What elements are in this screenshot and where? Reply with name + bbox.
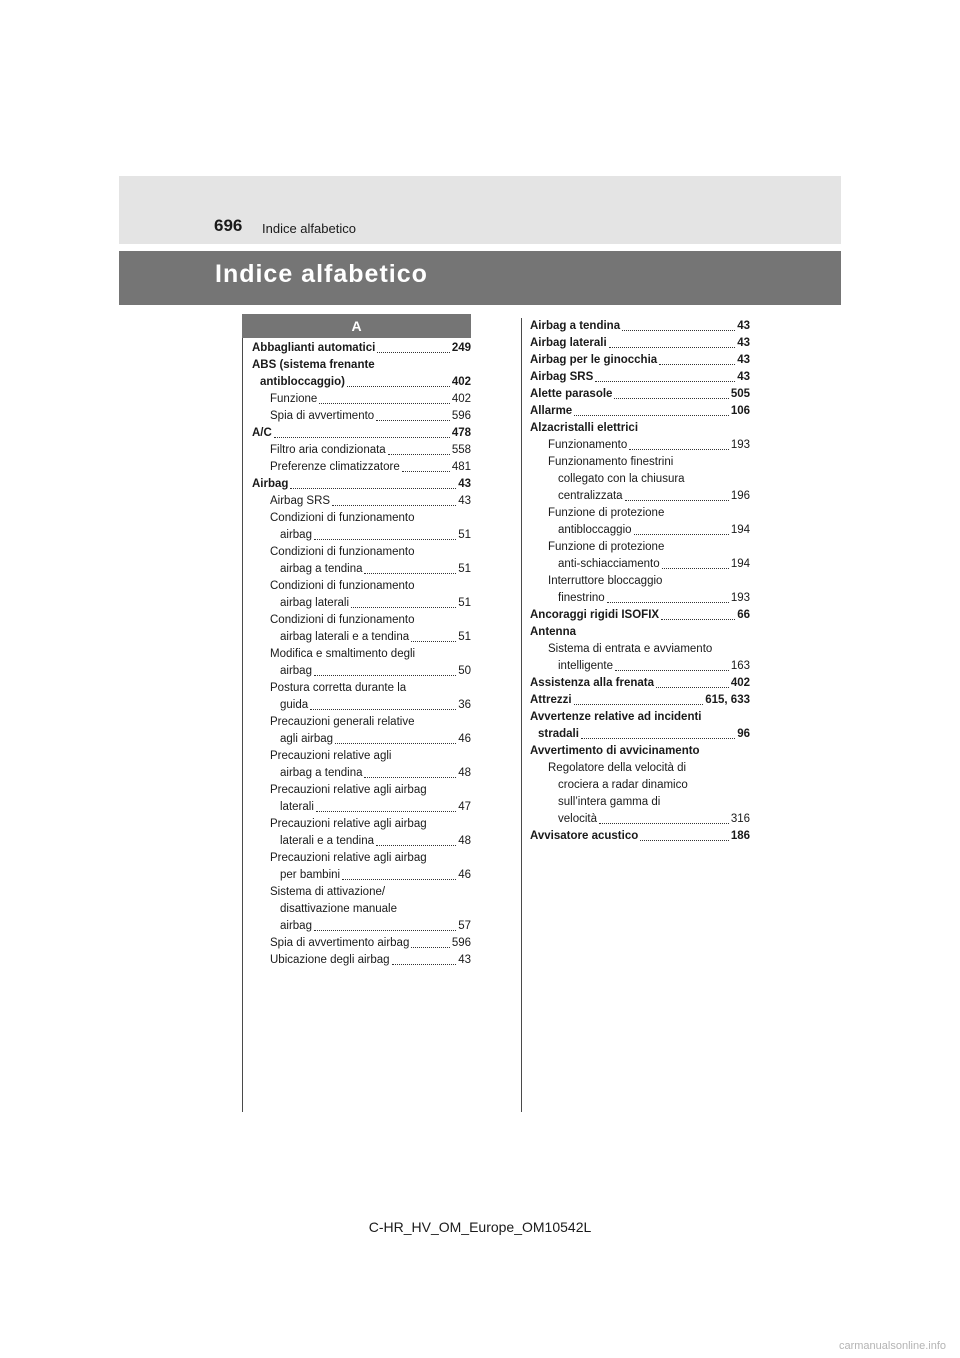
index-subentry: Filtro aria condizionata 558 bbox=[270, 444, 471, 456]
index-subentry-line: crociera a radar dinamico bbox=[558, 779, 688, 791]
index-entry-line: Alzacristalli elettrici bbox=[530, 422, 639, 434]
index-subentry-line: Condizioni di funzionamento bbox=[270, 580, 415, 592]
index-subentry: intelligente 163 bbox=[558, 660, 750, 672]
index-subentry: Preferenze climatizzatore 481 bbox=[270, 461, 471, 473]
index-subentry-line: disattivazione manuale bbox=[280, 903, 397, 915]
index-subentry: airbag laterali 51 bbox=[280, 597, 471, 609]
index-entry: Airbag a tendina 43 bbox=[530, 320, 750, 332]
index-entry: Airbag 43 bbox=[252, 478, 471, 490]
index-subentry: per bambini 46 bbox=[280, 869, 471, 881]
index-subentry: agli airbag 46 bbox=[280, 733, 471, 745]
index-subentry: Funzione 402 bbox=[270, 393, 471, 405]
index-entry: Airbag SRS 43 bbox=[530, 371, 750, 383]
index-subentry-line: Precauzioni relative agli airbag bbox=[270, 852, 427, 864]
index-subentry-line: Funzionamento finestrini bbox=[548, 456, 674, 468]
index-subentry-line: Sistema di attivazione/ bbox=[270, 886, 386, 898]
index-subentry-line: collegato con la chiusura bbox=[558, 473, 685, 485]
document-code: C-HR_HV_OM_Europe_OM10542L bbox=[368, 1219, 592, 1235]
index-subentry-line: Interruttore bloccaggio bbox=[548, 575, 663, 587]
index-subentry-line: Sistema di entrata e avviamento bbox=[548, 643, 713, 655]
index-entry: Airbag per le ginocchia 43 bbox=[530, 354, 750, 366]
index-subentry: laterali e a tendina 48 bbox=[280, 835, 471, 847]
index-entry: Allarme 106 bbox=[530, 405, 750, 417]
index-entry-line: Antenna bbox=[530, 626, 576, 638]
index-subentry: guida 36 bbox=[280, 699, 471, 711]
index-column-1 bbox=[252, 340, 471, 969]
index-subentry: airbag 57 bbox=[280, 920, 471, 932]
index-entry: Airbag laterali 43 bbox=[530, 337, 750, 349]
index-subentry-line: Modifica e smaltimento degli bbox=[270, 648, 416, 660]
section-letter-header: A bbox=[242, 314, 471, 338]
index-entry-line: Avvertimento di avvicinamento bbox=[530, 745, 700, 757]
page-title: Indice alfabetico bbox=[215, 260, 428, 288]
index-subentry: airbag a tendina 48 bbox=[280, 767, 471, 779]
index-subentry: airbag laterali e a tendina 51 bbox=[280, 631, 471, 643]
index-subentry-line: sull’intera gamma di bbox=[558, 796, 661, 808]
index-subentry: laterali 47 bbox=[280, 801, 471, 813]
index-subentry-line: Postura corretta durante la bbox=[270, 682, 407, 694]
index-column-2 bbox=[530, 318, 750, 845]
index-entry: antibloccaggio) 402 bbox=[260, 376, 471, 388]
index-entry-line: ABS (sistema frenante bbox=[252, 359, 375, 371]
index-subentry-line: Precauzioni relative agli bbox=[270, 750, 392, 762]
running-head: Indice alfabetico bbox=[262, 221, 356, 236]
index-entry: Alette parasole 505 bbox=[530, 388, 750, 400]
watermark: carmanualsonline.info bbox=[838, 1340, 946, 1352]
index-entry: A/C 478 bbox=[252, 427, 471, 439]
index-entry: Abbaglianti automatici 249 bbox=[252, 342, 471, 354]
index-subentry: finestrino 193 bbox=[558, 592, 750, 604]
index-subentry: airbag 51 bbox=[280, 529, 471, 541]
index-entry: stradali 96 bbox=[538, 728, 750, 740]
index-entry: Attrezzi 615, 633 bbox=[530, 694, 750, 706]
column-rule-middle bbox=[521, 318, 522, 1112]
title-bar bbox=[119, 251, 841, 305]
index-subentry: Spia di avvertimento 596 bbox=[270, 410, 471, 422]
column-rule-left bbox=[242, 318, 243, 1112]
index-subentry: anti-schiacciamento 194 bbox=[558, 558, 750, 570]
index-subentry: Airbag SRS 43 bbox=[270, 495, 471, 507]
index-subentry-line: Funzione di protezione bbox=[548, 541, 665, 553]
index-subentry-line: Condizioni di funzionamento bbox=[270, 614, 415, 626]
index-subentry: Ubicazione degli airbag 43 bbox=[270, 954, 471, 966]
index-subentry-line: Condizioni di funzionamento bbox=[270, 512, 415, 524]
index-subentry: airbag a tendina 51 bbox=[280, 563, 471, 575]
index-subentry: velocità 316 bbox=[558, 813, 750, 825]
index-subentry-line: Precauzioni relative agli airbag bbox=[270, 784, 427, 796]
index-entry: Avvisatore acustico 186 bbox=[530, 830, 750, 842]
index-subentry: centralizzata 196 bbox=[558, 490, 750, 502]
index-subentry: airbag 50 bbox=[280, 665, 471, 677]
index-subentry: antibloccaggio 194 bbox=[558, 524, 750, 536]
index-entry: Ancoraggi rigidi ISOFIX 66 bbox=[530, 609, 750, 621]
index-subentry: Funzionamento 193 bbox=[548, 439, 750, 451]
index-subentry-line: Precauzioni generali relative bbox=[270, 716, 415, 728]
index-subentry-line: Precauzioni relative agli airbag bbox=[270, 818, 427, 830]
index-subentry-line: Funzione di protezione bbox=[548, 507, 665, 519]
page-number: 696 bbox=[214, 216, 243, 235]
index-subentry-line: Condizioni di funzionamento bbox=[270, 546, 415, 558]
index-entry: Assistenza alla frenata 402 bbox=[530, 677, 750, 689]
index-entry-line: Avvertenze relative ad incidenti bbox=[530, 711, 702, 723]
index-subentry-line: Regolatore della velocità di bbox=[548, 762, 687, 774]
index-subentry: Spia di avvertimento airbag 596 bbox=[270, 937, 471, 949]
